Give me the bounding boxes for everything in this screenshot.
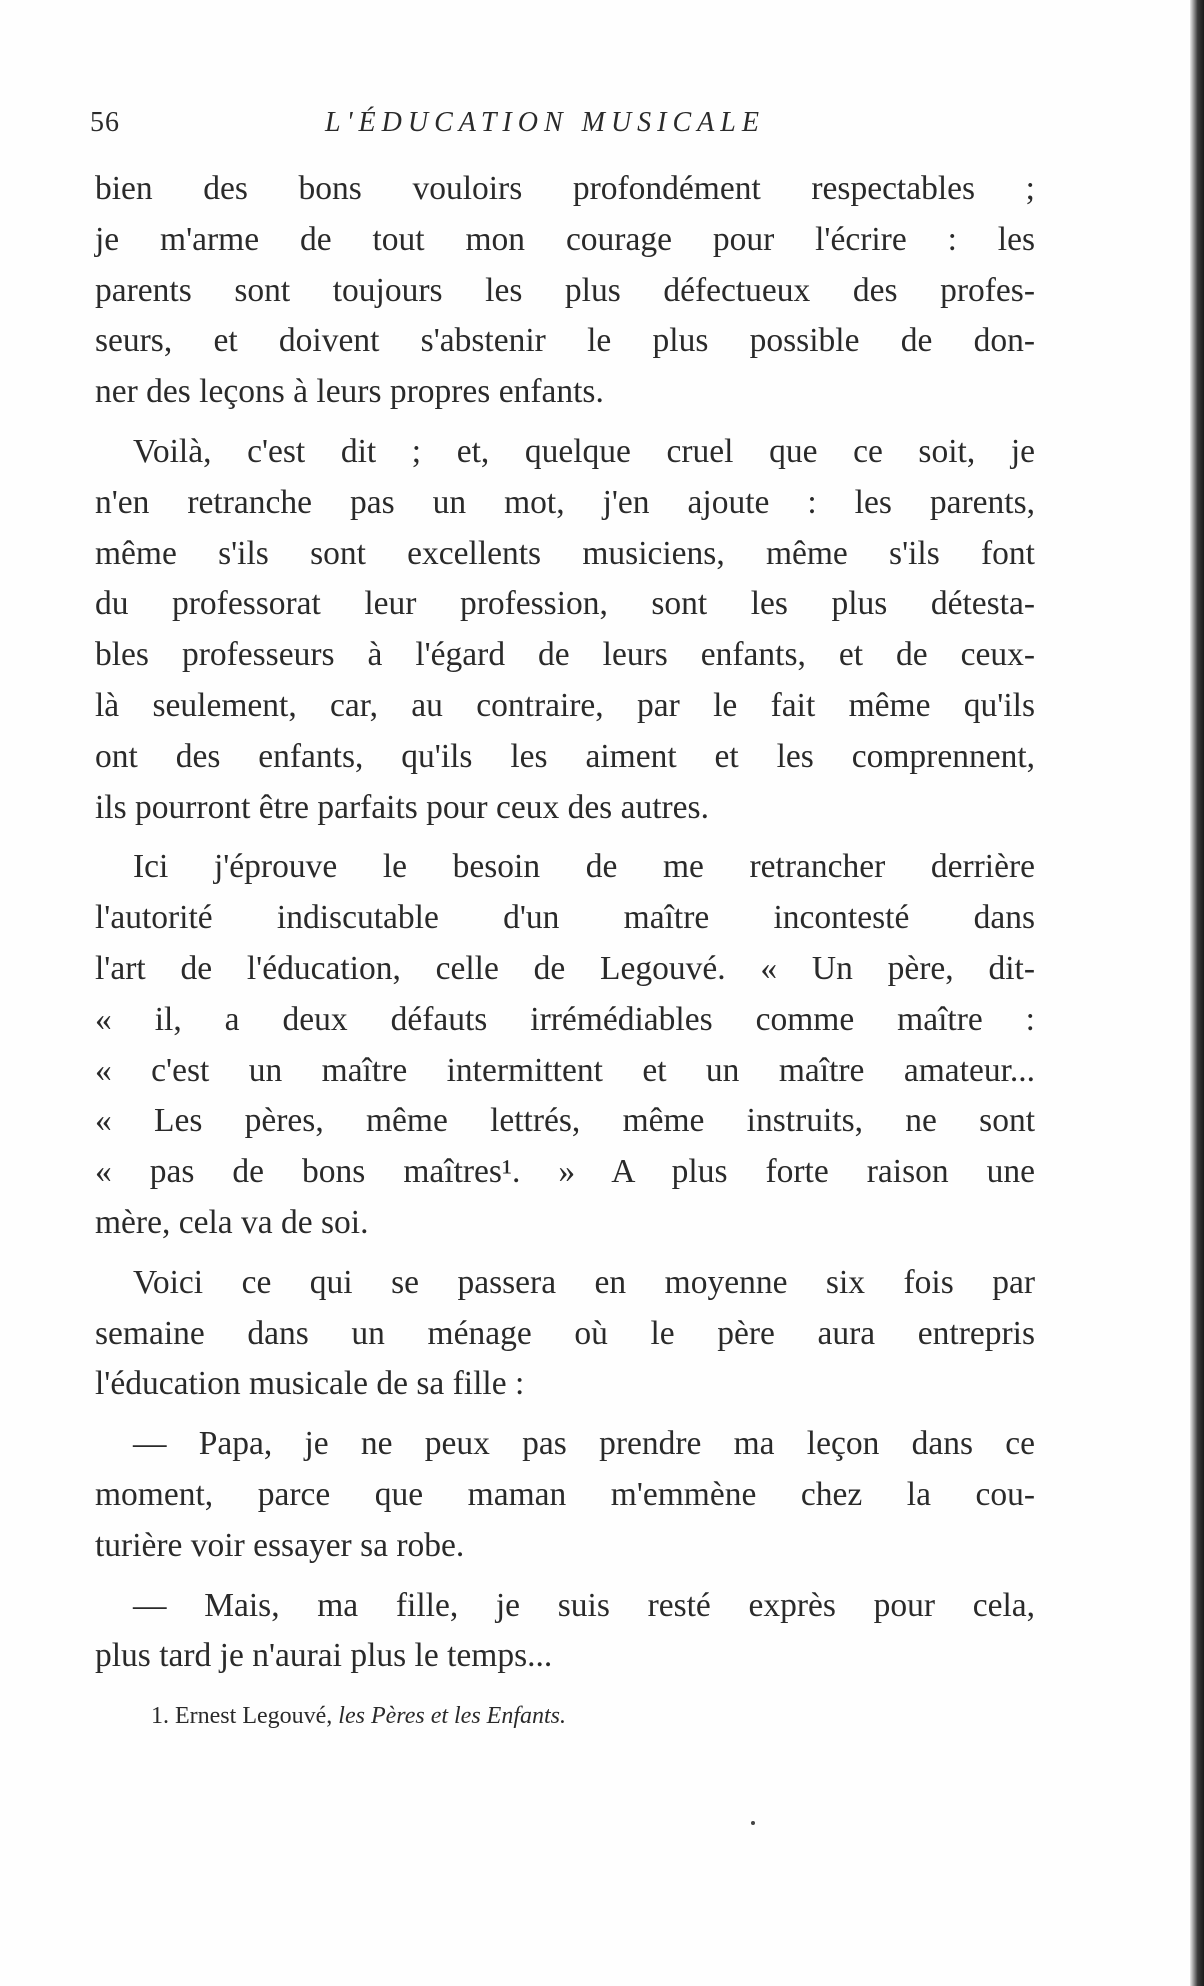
text-line: « c'est un maître intermittent et un maître amateur... bbox=[95, 1051, 1035, 1089]
paragraph-6 bbox=[95, 1581, 1035, 1683]
text-line: Ici j'éprouve le besoin de me retrancher derrière bbox=[133, 848, 1035, 886]
text-line: — Papa, je ne peux pas prendre ma leçon dans ce bbox=[133, 1425, 1035, 1463]
text-line: turière voir essayer sa robe. bbox=[95, 1526, 465, 1564]
text-line: bles professeurs à l'égard de leurs enfants, et de ceux- bbox=[95, 636, 1035, 674]
text-line: Voilà, c'est dit ; et, quelque cruel que ce soit, je bbox=[133, 432, 1035, 470]
text-line: ont des enfants, qu'ils les aiment et les comprennent, bbox=[95, 737, 1035, 775]
footnote-title: les Pères et les Enfants. bbox=[338, 1703, 567, 1729]
text-line: l'éducation musicale de sa fille : bbox=[95, 1365, 525, 1403]
text-line: ils pourront être parfaits pour ceux des autres. bbox=[95, 788, 709, 826]
page-header bbox=[90, 107, 1035, 147]
text-line: je m'arme de tout mon courage pour l'écrire : les bbox=[95, 220, 1035, 258]
text-line: parents sont toujours les plus défectueux des profes- bbox=[95, 271, 1035, 309]
text-line: du professorat leur profession, sont les plus détesta- bbox=[95, 585, 1035, 623]
text-line: moment, parce que maman m'emmène chez la cou- bbox=[95, 1475, 1035, 1513]
text-line: « Les pères, même lettrés, même instruits, ne sont bbox=[95, 1102, 1035, 1140]
text-line: bien des bons vouloirs profondément respectables ; bbox=[95, 170, 1035, 207]
text-line: plus tard je n'aurai plus le temps... bbox=[95, 1637, 553, 1675]
text-line: seurs, et doivent s'abstenir le plus possible de don- bbox=[95, 322, 1035, 360]
text-line: Voici ce qui se passera en moyenne six fois par bbox=[133, 1263, 1035, 1301]
running-title: L'ÉDUCATION MUSICALE bbox=[325, 107, 765, 138]
body-text bbox=[95, 164, 1035, 1682]
text-line: mère, cela va de soi. bbox=[95, 1203, 369, 1241]
text-line: ner des leçons à leurs propres enfants. bbox=[95, 373, 604, 411]
ink-speck bbox=[751, 1821, 755, 1825]
text-line: n'en retranche pas un mot, j'en ajoute : les parents, bbox=[95, 483, 1035, 521]
page-number: 56 bbox=[90, 107, 120, 138]
text-line: même s'ils sont excellents musiciens, même s'ils font bbox=[95, 534, 1035, 572]
page-edge-shadow bbox=[1190, 0, 1204, 1986]
text-line: — Mais, ma fille, je suis resté exprès pour cela, bbox=[133, 1586, 1035, 1624]
text-line: semaine dans un ménage où le père aura entrepris bbox=[95, 1314, 1035, 1352]
text-line: « il, a deux défauts irrémédiables comme maître : bbox=[95, 1000, 1035, 1038]
paragraph-2 bbox=[95, 427, 1035, 833]
footnote bbox=[151, 1703, 566, 1730]
paragraph-5 bbox=[95, 1419, 1035, 1571]
paragraph-1 bbox=[95, 164, 1035, 418]
text-line: l'autorité indiscutable d'un maître incontesté dans bbox=[95, 899, 1035, 937]
text-line: là seulement, car, au contraire, par le fait même qu'ils bbox=[95, 686, 1035, 724]
text-line: « pas de bons maîtres¹. » A plus forte raison une bbox=[95, 1153, 1035, 1191]
paragraph-3 bbox=[95, 842, 1035, 1248]
paragraph-4 bbox=[95, 1258, 1035, 1410]
footnote-reference: 1. Ernest Legouvé, bbox=[151, 1703, 339, 1729]
text-line: l'art de l'éducation, celle de Legouvé. « Un père, dit- bbox=[95, 949, 1035, 987]
